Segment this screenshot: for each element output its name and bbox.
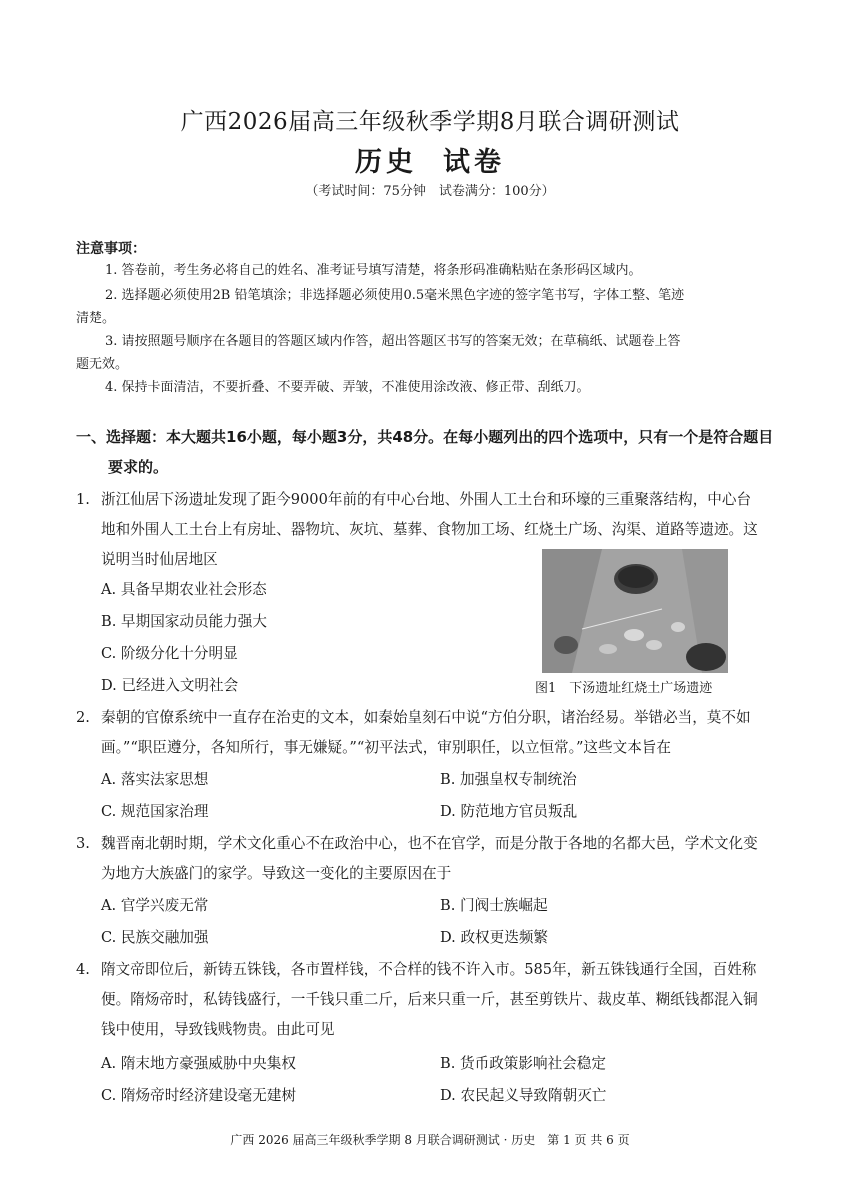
subject-title — [0, 140, 860, 179]
option-c: C. 阶级分化十分明显 — [101, 645, 238, 662]
site-photo — [542, 549, 728, 673]
page-footer: 广西 2026 届高三年级秋季学期 8 月联合调研测试 · 历史 第 1 页 共 6 页 — [230, 1133, 630, 1147]
option-a: A. 隋末地方豪强威胁中央集权 — [101, 1055, 296, 1072]
option-b: B. 门阀士族崛起 — [440, 897, 548, 914]
notice-item: 2. 选择题必须使用2B 铅笔填涂；非选择题必须使用0.5毫米黑色字迹的签字笔书写，字体工整、笔迹 — [105, 288, 685, 303]
option-a: A. 落实法家思想 — [101, 771, 209, 788]
section-heading-continued: 要求的。 — [108, 458, 169, 476]
paper-label: 试卷 — [443, 147, 505, 178]
notice-item-continued: 清楚。 — [76, 311, 116, 326]
exam-title: 广西2026届高三年级秋季学期8月联合调研测试 — [180, 109, 680, 135]
option-c: C. 规范国家治理 — [101, 803, 209, 820]
question-text: 地和外围人工土台上有房址、器物坑、灰坑、墓葬、食物加工场、红烧土广场、沟渠、道路等遗迹。这 — [101, 521, 758, 538]
exam-info: （考试时间：75分钟 试卷满分：100分） — [305, 184, 555, 199]
question-number: 3. — [76, 835, 90, 852]
option-d: D. 农民起义导致隋朝灭亡 — [440, 1087, 607, 1104]
notice-item: 4. 保持卡面清洁，不要折叠、不要弄破、弄皱，不准使用涂改液、修正带、刮纸刀。 — [105, 380, 590, 395]
question-text: 魏晋南北朝时期，学术文化重心不在政治中心，也不在官学，而是分散于各地的名都大邑，学术文化变 — [101, 835, 758, 852]
option-d: D. 政权更迭频繁 — [440, 929, 549, 946]
question-text: 浙江仙居下汤遗址发现了距今9000年前的有中心台地、外围人工土台和环壕的三重聚落结构，中心台 — [101, 491, 752, 508]
subject-name: 历史 — [355, 147, 417, 178]
notice-item: 1. 答卷前，考生务必将自己的姓名、准考证号填写清楚，将条形码准确粘贴在条形码区域内。 — [105, 263, 642, 278]
notice-item: 3. 请按照题号顺序在各题目的答题区域内作答，超出答题区书写的答案无效；在草稿纸、试题卷上答 — [105, 334, 681, 349]
notice-heading: 注意事项： — [76, 241, 146, 257]
question-text: 隋文帝即位后，新铸五铢钱，各市置样钱，不合样的钱不许入市。585年，新五铢钱通行全国，百姓称 — [101, 961, 757, 978]
option-a: A. 具备早期农业社会形态 — [101, 581, 267, 598]
option-a: A. 官学兴废无常 — [101, 897, 209, 914]
option-d: D. 已经进入文明社会 — [101, 677, 239, 694]
question-number: 4. — [76, 961, 90, 978]
option-b: B. 货币政策影响社会稳定 — [440, 1055, 606, 1072]
figure-caption: 图1 下汤遗址红烧土广场遗迹 — [535, 681, 713, 696]
option-b: B. 早期国家动员能力强大 — [101, 613, 267, 630]
notice-item-continued: 题无效。 — [76, 357, 129, 372]
option-c: C. 隋炀帝时经济建设毫无建树 — [101, 1087, 297, 1104]
question-number: 2. — [76, 709, 90, 726]
option-c: C. 民族交融加强 — [101, 929, 209, 946]
section-heading: 一、选择题：本大题共16小题，每小题3分，共48分。在每小题列出的四个选项中，只有一个是符合题目 — [76, 428, 774, 446]
question-text: 说明当时仙居地区 — [101, 551, 218, 568]
question-text: 钱中使用，导致钱贱物贵。由此可见 — [101, 1021, 335, 1038]
site-photo-image — [542, 549, 728, 673]
question-text: 秦朝的官僚系统中一直存在治吏的文本，如秦始皇刻石中说“方伯分职，诸治经易。举错必当，莫不如 — [101, 709, 751, 726]
question-text: 为地方大族盛门的家学。导致这一变化的主要原因在于 — [101, 865, 452, 882]
option-d: D. 防范地方官员叛乱 — [440, 803, 578, 820]
option-b: B. 加强皇权专制统治 — [440, 771, 577, 788]
question-number: 1. — [76, 491, 90, 508]
question-text: 便。隋炀帝时，私铸钱盛行，一千钱只重二斤，后来只重一斤，甚至剪铁片、裁皮革、糊纸钱都混入铜 — [101, 991, 758, 1008]
question-text: 画。”“职臣遵分，各知所行，事无嫌疑。”“初平法式，审别职任，以立恒常。”这些文本旨在 — [101, 739, 671, 756]
